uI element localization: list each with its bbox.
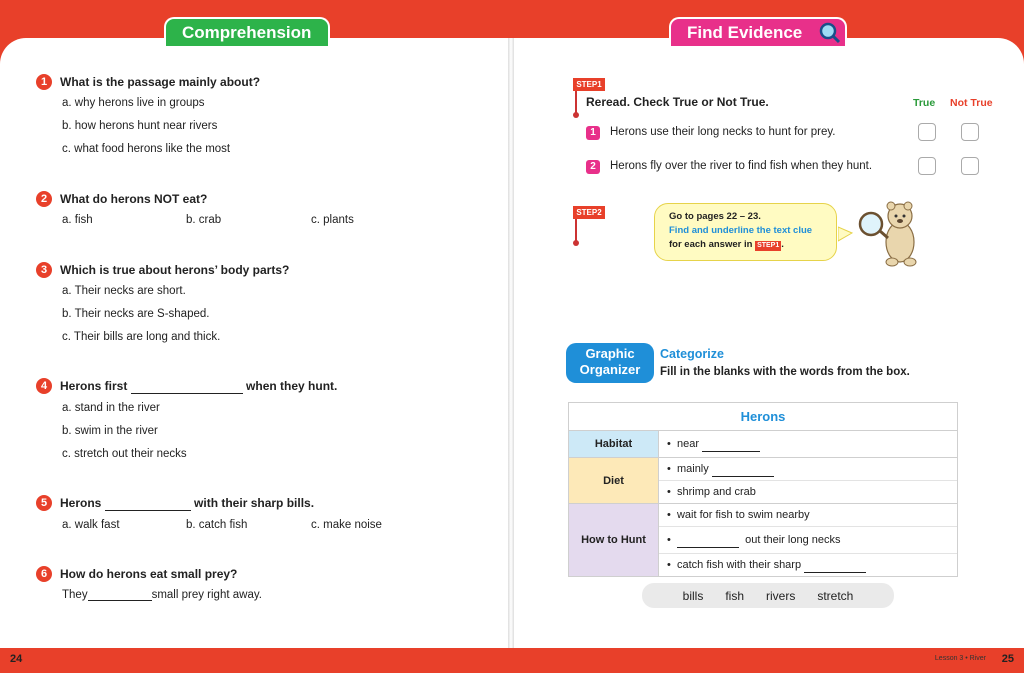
answer-line [62, 589, 262, 601]
statement-2 [586, 160, 872, 174]
tab-comprehension-label: Comprehension [182, 22, 312, 42]
bubble-tail [838, 225, 854, 245]
question-number: 3 [36, 262, 52, 278]
statement-number: 2 [586, 160, 600, 174]
option[interactable]: b. catch fish [186, 519, 248, 531]
row-label: Habitat [569, 431, 659, 458]
statement-text: Herons use their long necks to hunt for prey. [610, 126, 836, 138]
answer-blank[interactable] [88, 600, 152, 601]
statement-text: Herons fly over the river to find fish when they hunt. [610, 160, 873, 172]
bubble-line-1: Go to pages 22 – 23. [669, 211, 761, 222]
row-cell: • near [659, 431, 958, 458]
cell-item: mainly [676, 463, 709, 475]
word-bank-item[interactable]: fish [725, 588, 744, 603]
question-text: Herons first [60, 379, 128, 393]
page-number-right: 25 [1001, 653, 1014, 665]
question-2 [36, 191, 207, 207]
option[interactable]: c. stretch out their necks [62, 448, 187, 460]
table-title: Herons [569, 403, 958, 431]
answer-blank[interactable] [712, 476, 774, 477]
tab-find-evidence-label: Find Evidence [687, 22, 803, 42]
question-text: Herons [60, 496, 102, 510]
question-number: 4 [36, 378, 52, 394]
organizer-table [568, 402, 958, 577]
bear-with-magnifier-icon [856, 198, 920, 268]
step1-inline-badge: STEP1 [757, 242, 780, 249]
cell-item: near [676, 438, 699, 450]
true-checkbox-2[interactable] [918, 157, 936, 175]
word-bank-item[interactable]: bills [682, 588, 704, 603]
question-text: What is the passage mainly about? [60, 75, 261, 89]
badge-line-2: Organizer [579, 362, 641, 377]
question-number: 6 [36, 566, 52, 582]
question-3 [36, 262, 289, 278]
answer-blank[interactable] [702, 451, 760, 452]
row-cell: • mainly • shrimp and crab [659, 458, 958, 504]
option[interactable]: a. fish [62, 214, 93, 226]
question-6 [36, 566, 237, 582]
tab-find-evidence[interactable] [669, 17, 847, 46]
step2-badge: STEP2 [573, 206, 605, 219]
speech-bubble [654, 203, 837, 261]
bubble-line-3-end: . [781, 239, 784, 250]
cell-item: shrimp and crab [676, 486, 756, 498]
word-box [642, 583, 894, 608]
option[interactable]: b. Their necks are S-shaped. [62, 308, 210, 320]
option[interactable]: c. what food herons like the most [62, 143, 231, 155]
option[interactable]: a. Their necks are short. [62, 285, 186, 297]
magnifier-icon [819, 22, 841, 44]
question-5 [36, 495, 314, 511]
question-number: 1 [36, 74, 52, 90]
cell-item: catch fish with their sharp [676, 559, 802, 571]
not-true-header: Not True [950, 97, 993, 109]
graphic-organizer-badge [566, 343, 654, 383]
option[interactable]: b. swim in the river [62, 425, 158, 437]
option[interactable]: c. make noise [311, 519, 382, 531]
step1-badge: STEP1 [573, 78, 605, 91]
option[interactable]: a. stand in the river [62, 402, 160, 414]
question-text: What do herons NOT eat? [60, 192, 208, 206]
true-header: True [913, 97, 936, 109]
row-label: Diet [569, 458, 659, 504]
true-checkbox-1[interactable] [918, 123, 936, 141]
answer-blank[interactable] [105, 510, 191, 511]
question-text: Which is true about herons’ body parts? [60, 263, 290, 277]
cell-item: out their long necks [745, 534, 841, 546]
answer-text: small prey right away. [151, 589, 262, 601]
question-number: 2 [36, 191, 52, 207]
table-row-habitat [569, 431, 958, 458]
organizer-title: Categorize [660, 347, 724, 361]
question-1 [36, 74, 260, 90]
statement-number: 1 [586, 126, 600, 140]
not-true-checkbox-2[interactable] [961, 157, 979, 175]
step2-flag [573, 206, 605, 246]
organizer-instruction: Fill in the blanks with the words from the box. [660, 366, 910, 378]
answer-blank[interactable] [131, 393, 243, 394]
word-bank-item[interactable]: rivers [766, 588, 796, 603]
answer-blank[interactable] [804, 572, 866, 573]
page-number-left: 24 [10, 653, 23, 665]
row-label: How to Hunt [569, 504, 659, 577]
question-text: when they hunt. [246, 379, 338, 393]
bubble-line-2: Find and underline the text clue [669, 225, 813, 236]
step1-instruction: Reread. Check True or Not True. [586, 95, 769, 109]
badge-line-1: Graphic [585, 346, 635, 361]
book-spine [508, 38, 514, 648]
answer-text: They [62, 589, 88, 601]
option[interactable]: b. crab [186, 214, 222, 226]
cell-item: wait for fish to swim nearby [676, 509, 810, 521]
bubble-line-3: for each answer in [669, 239, 753, 250]
statement-1 [586, 126, 835, 140]
answer-blank[interactable] [677, 547, 739, 548]
option[interactable]: a. why herons live in groups [62, 97, 205, 109]
question-4 [36, 378, 337, 394]
question-number: 5 [36, 495, 52, 511]
option[interactable]: c. plants [311, 214, 354, 226]
tab-comprehension[interactable] [164, 17, 330, 46]
word-bank-item[interactable]: stretch [817, 588, 854, 603]
not-true-checkbox-1[interactable] [961, 123, 979, 141]
table-row-how-to-hunt [569, 504, 958, 577]
lesson-label: Lesson 3 • River [934, 655, 986, 662]
question-text: with their sharp bills. [194, 496, 315, 510]
option[interactable]: a. walk fast [62, 519, 120, 531]
row-cell: • wait for fish to swim nearby • out their long necks • catch fish with their sharp [659, 504, 958, 577]
option[interactable]: c. Their bills are long and thick. [62, 331, 221, 343]
table-row-diet [569, 458, 958, 504]
question-text: How do herons eat small prey? [60, 567, 238, 581]
option[interactable]: b. how herons hunt near rivers [62, 120, 218, 132]
